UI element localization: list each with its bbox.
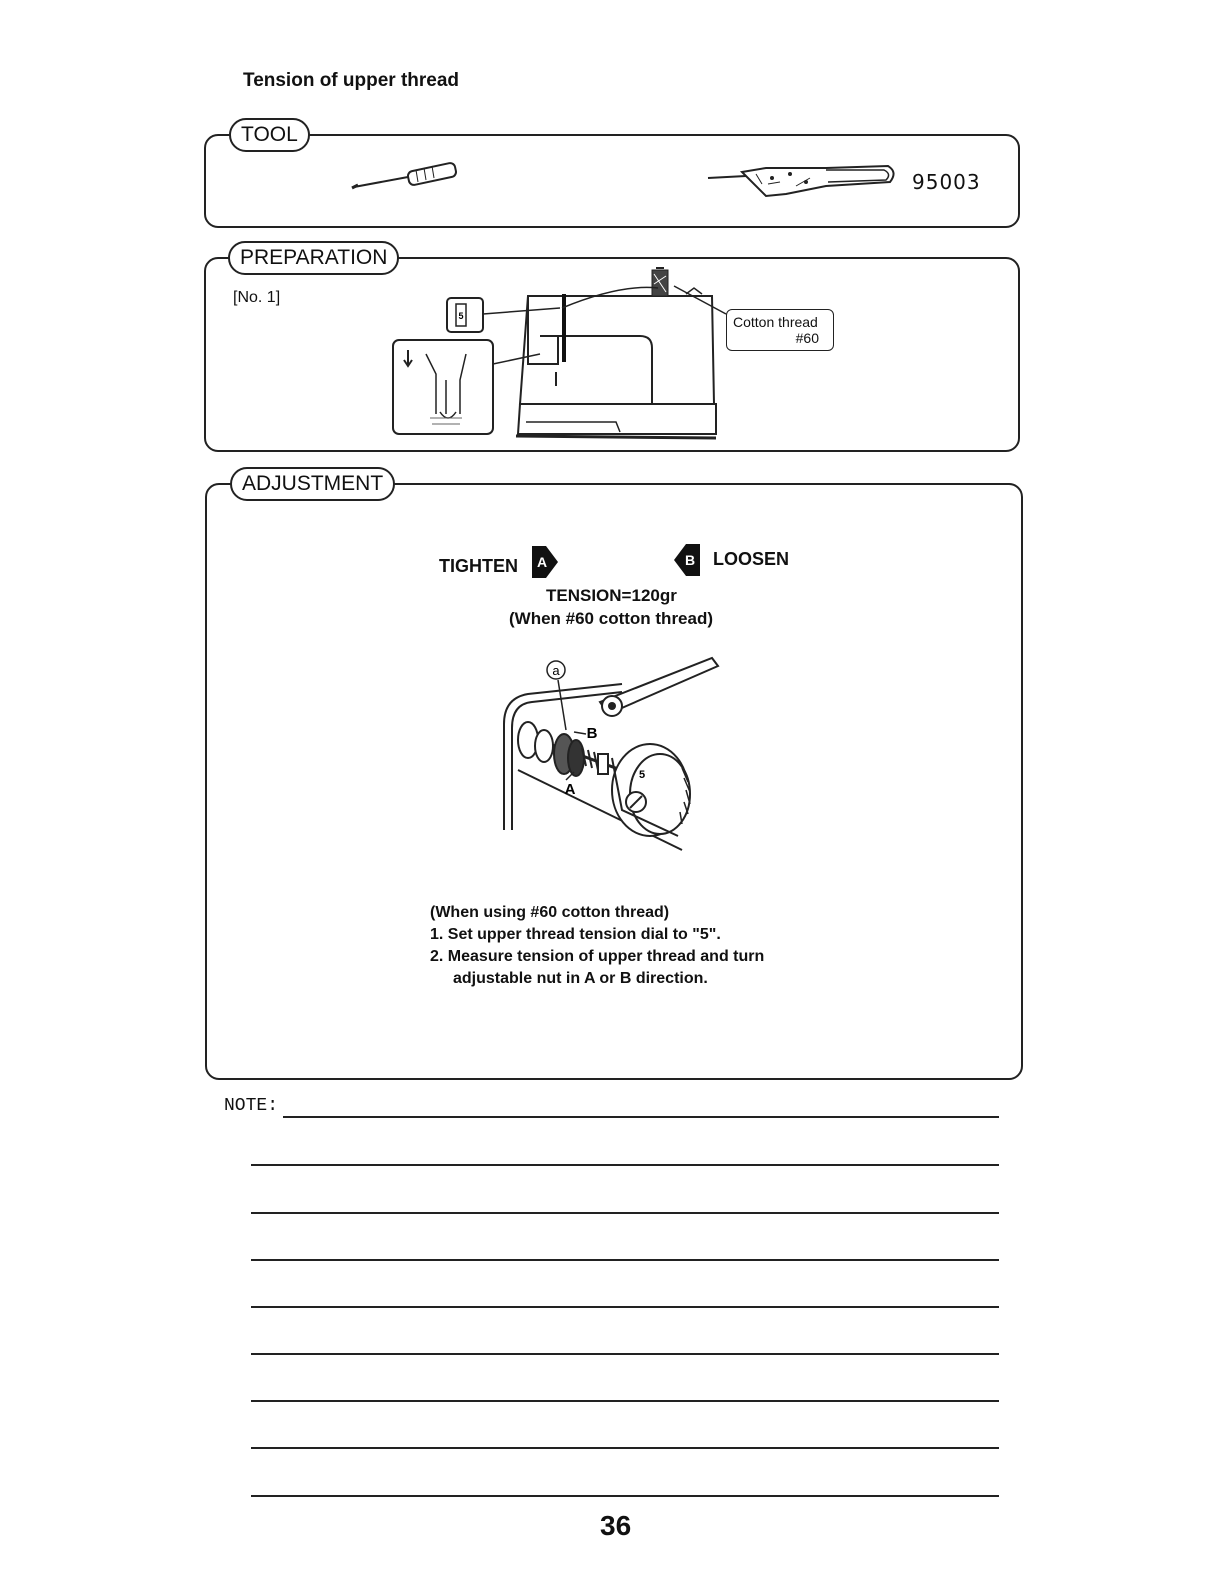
note-line xyxy=(283,1116,999,1118)
note-line xyxy=(251,1306,999,1308)
loosen-label: LOOSEN xyxy=(713,549,790,569)
instruction-step-2: 2. Measure tension of upper thread and turn xyxy=(430,948,765,965)
direction-b-label: B xyxy=(586,725,598,742)
screwdriver-icon xyxy=(350,160,462,196)
preparation-section-label: PREPARATION xyxy=(228,241,399,275)
sewing-machine-illustration xyxy=(390,264,730,448)
note-line xyxy=(251,1259,999,1261)
page-title: Tension of upper thread xyxy=(243,70,460,91)
tool-section-label: TOOL xyxy=(229,118,310,152)
tension-value: TENSION=120gr xyxy=(546,586,677,605)
loosen-arrow-icon xyxy=(672,540,702,580)
cotton-thread-label: Cotton thread xyxy=(733,314,818,330)
cotton-thread-callout xyxy=(726,309,834,351)
preparation-ref: [No. 1] xyxy=(233,289,281,306)
tighten-arrow-icon xyxy=(530,542,560,582)
tension-assembly-diagram xyxy=(482,650,732,862)
cotton-thread-number: #60 xyxy=(795,330,819,346)
note-line xyxy=(251,1164,999,1166)
tension-condition: (When #60 cotton thread) xyxy=(509,609,714,628)
tension-gauge-icon xyxy=(706,162,898,202)
note-line xyxy=(251,1353,999,1355)
note-label: NOTE: xyxy=(224,1096,279,1116)
point-a-label: a xyxy=(552,663,560,678)
instruction-step-2-continued: adjustable nut in A or B direction. xyxy=(453,970,708,987)
note-line xyxy=(251,1495,999,1497)
adjustment-section-label: ADJUSTMENT xyxy=(230,467,395,501)
tighten-label: TIGHTEN xyxy=(439,556,518,576)
dial-mark-label: 5 xyxy=(638,769,646,781)
dial-setting-label: 5 xyxy=(458,311,464,321)
gauge-part-number: 95003 xyxy=(912,170,981,194)
note-line xyxy=(251,1212,999,1214)
note-line xyxy=(251,1400,999,1402)
instruction-step-1: 1. Set upper thread tension dial to "5". xyxy=(430,926,721,943)
note-line xyxy=(251,1447,999,1449)
instructions-condition: (When using #60 cotton thread) xyxy=(430,904,670,921)
direction-a-label: A xyxy=(564,781,576,798)
instructions xyxy=(430,902,764,990)
loosen-marker: B xyxy=(684,552,696,568)
page-number: 36 xyxy=(600,1510,632,1541)
tighten-marker: A xyxy=(536,554,548,570)
